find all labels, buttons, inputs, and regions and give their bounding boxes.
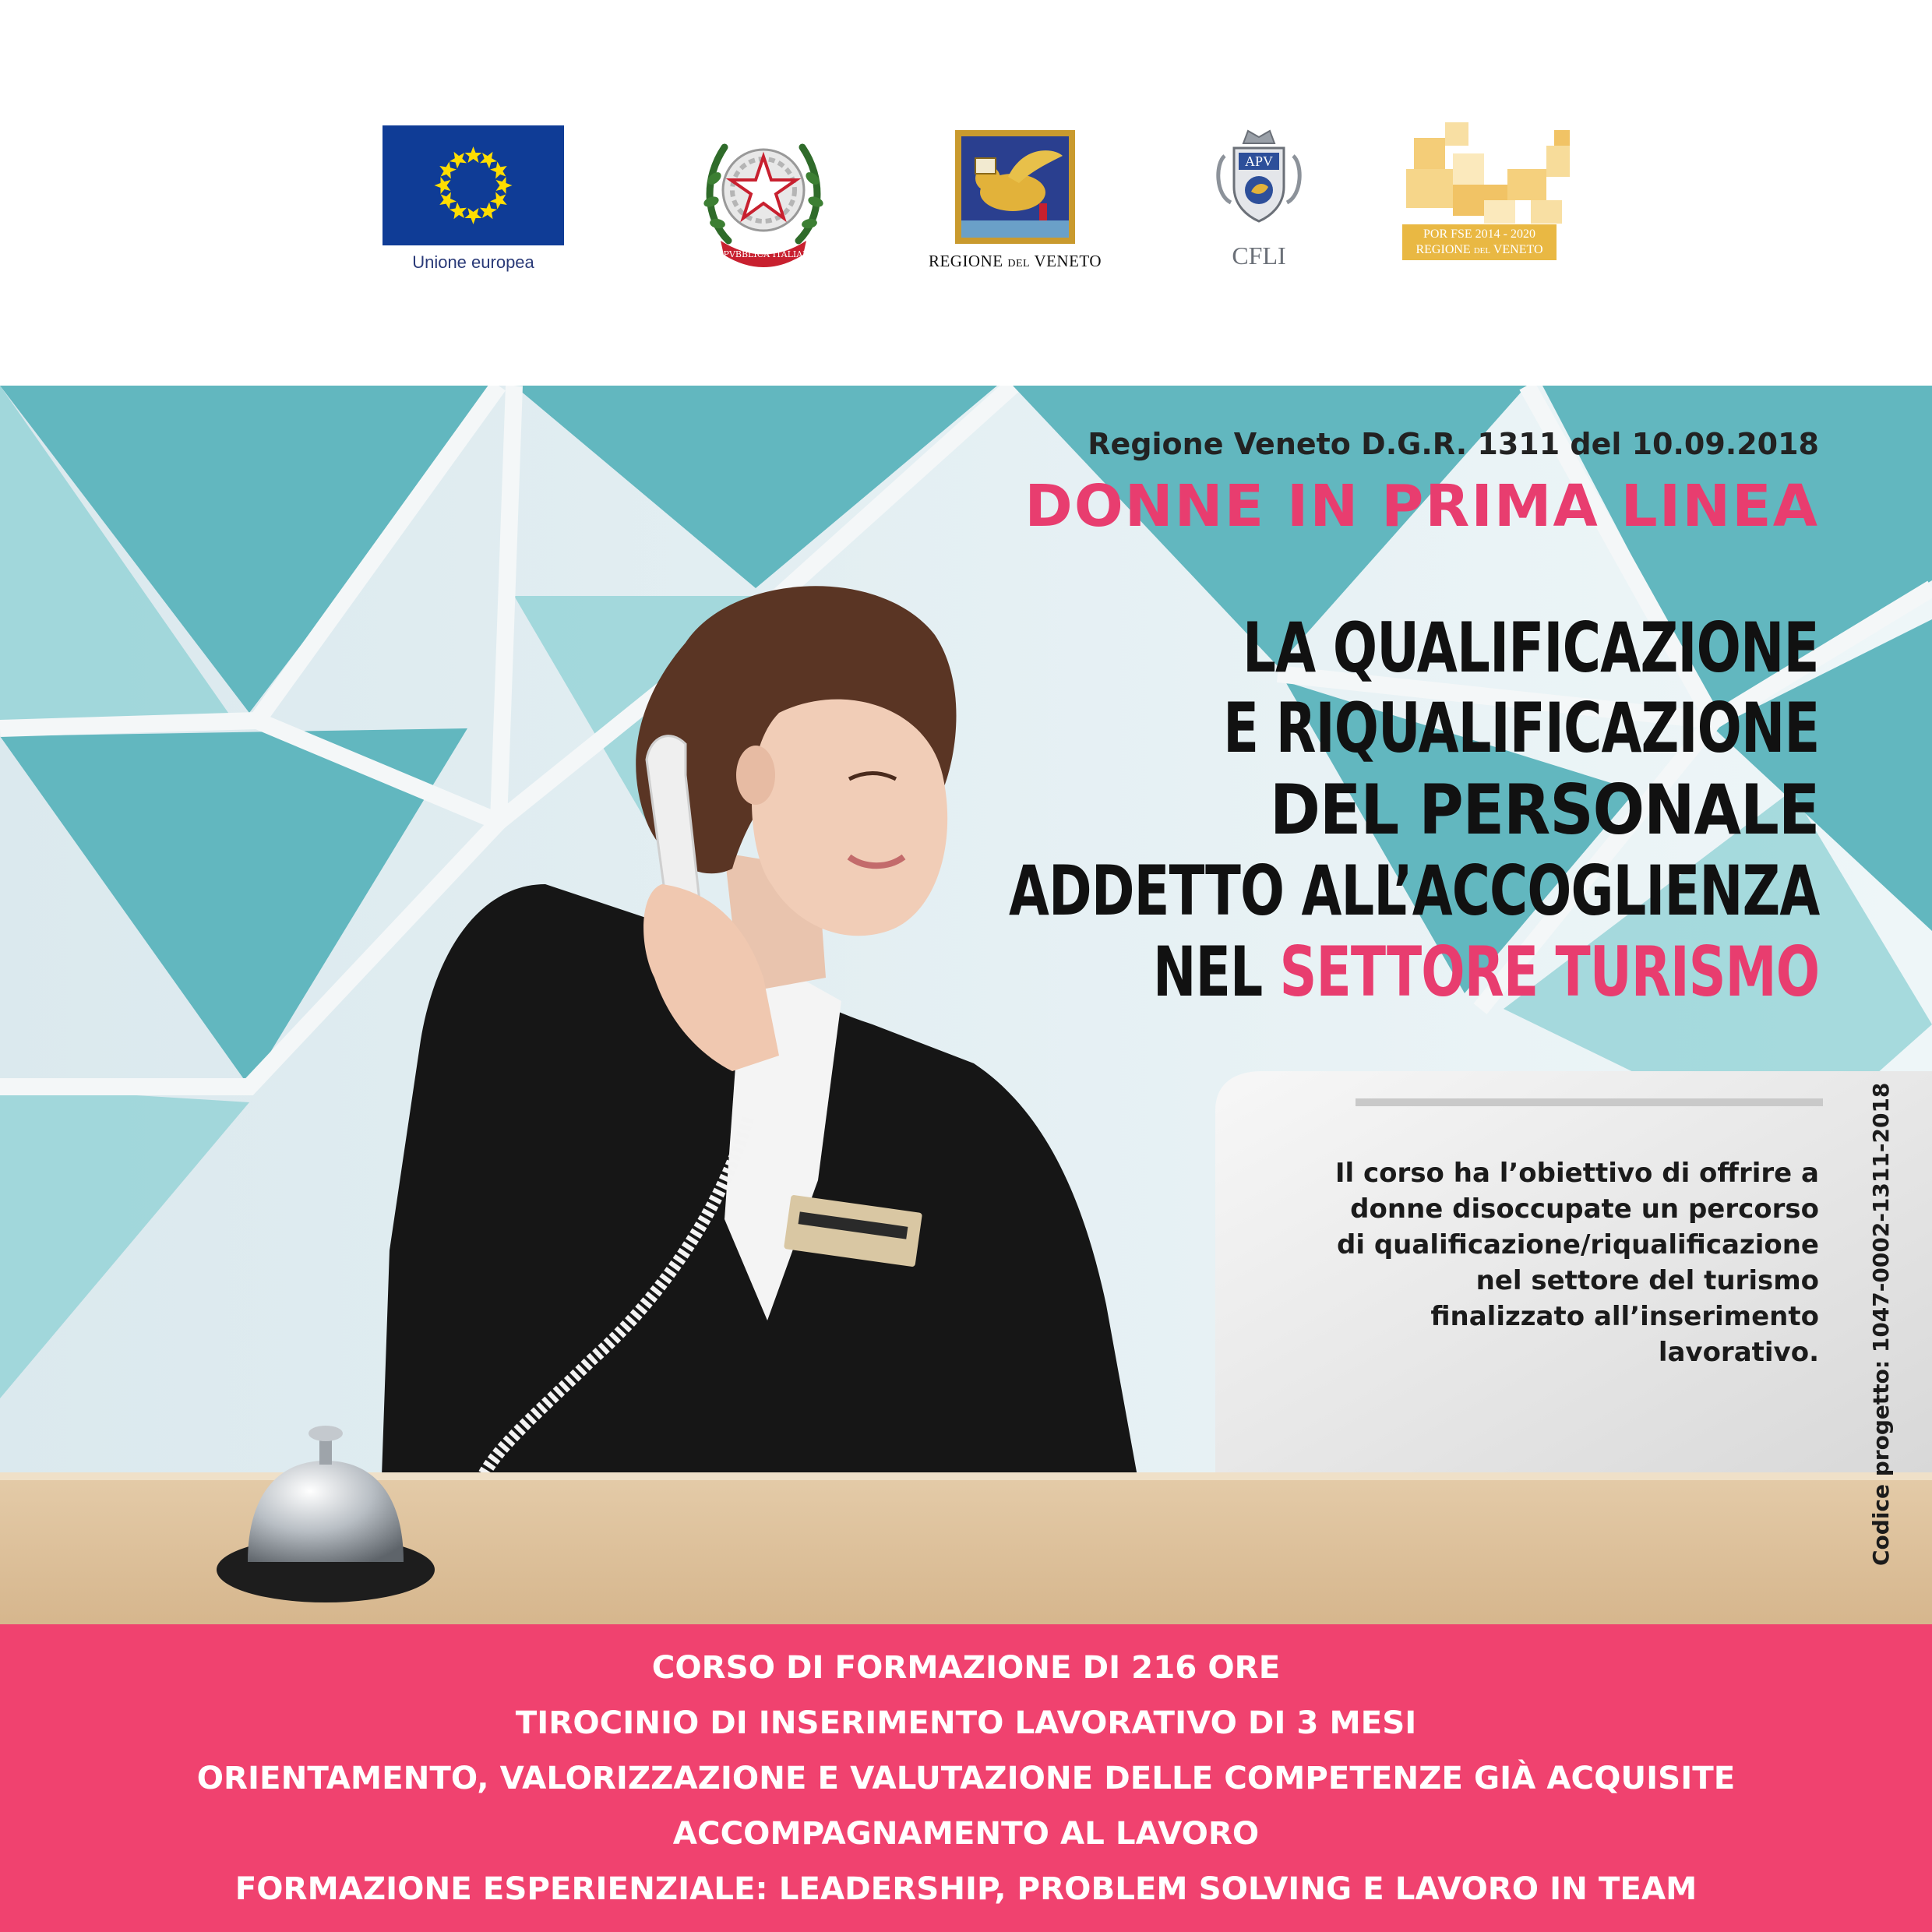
italy-ribbon-text: REPVBBLICA ITALIANA	[710, 249, 816, 259]
por-line2	[1402, 242, 1557, 259]
veneto-caption-main: REGIONE	[928, 252, 1003, 270]
veneto-caption-end: VENETO	[1034, 252, 1102, 270]
star-icon	[465, 146, 482, 163]
logos-band	[0, 0, 1932, 390]
headline-line-4: ADDETTO ALL’ACCOGLIENZA	[1008, 851, 1819, 931]
veneto-lion-shield-icon	[954, 129, 1077, 245]
eu-flag-logo	[383, 125, 564, 245]
feature-line: FORMAZIONE ESPERIENZIALE: LEADERSHIP, PROBLEM SOLVING E LAVORO IN TEAM	[234, 1870, 1698, 1907]
course-description	[1274, 1155, 1819, 1370]
cfli-badge-text: APV	[1244, 153, 1274, 169]
feature-line: CORSO DI FORMAZIONE DI 216 ORE	[651, 1649, 1281, 1686]
por-line1: POR FSE 2014 - 2020	[1423, 227, 1536, 241]
description-line: di qualificazione/riqualificazione	[1337, 1229, 1819, 1260]
por-line2-small: DEL	[1473, 245, 1491, 256]
por-line2-main: REGIONE	[1416, 242, 1471, 256]
feature-line: ORIENTAMENTO, VALORIZZAZIONE E VALUTAZIONE DELLE COMPETENZE GIÀ ACQUISITE	[196, 1760, 1736, 1796]
headline-line-3: DEL PERSONALE	[1269, 770, 1819, 850]
description-line: nel settore del turismo	[1475, 1265, 1819, 1296]
cfli-caption: CFLI	[1232, 242, 1286, 270]
description-line: Il corso ha l’obiettivo di offrire a	[1334, 1158, 1819, 1189]
features-band	[0, 1624, 1932, 1932]
description-line: donne disoccupate un percorso	[1350, 1193, 1819, 1225]
project-code: Codice progetto: 1047-0002-1311-2018	[1868, 1082, 1894, 1566]
headline-highlight: SETTORE TURISMO	[1279, 932, 1819, 1012]
headline-line-1: LA QUALIFICAZIONE	[1243, 608, 1819, 688]
eu-caption: Unione europea	[412, 252, 534, 272]
por-fse-caption	[1402, 224, 1557, 260]
veneto-caption	[919, 252, 1111, 271]
feature-line: ACCOMPAGNAMENTO AL LAVORO	[672, 1815, 1260, 1852]
veneto-caption-small: DEL	[1007, 258, 1031, 270]
feature-line: TIROCINIO DI INSERIMENTO LAVORATIVO DI 3 MESI	[515, 1705, 1417, 1741]
headline-line-5	[1153, 932, 1819, 1012]
hero-photo	[0, 386, 1932, 1624]
description-line: lavorativo.	[1658, 1337, 1819, 1368]
description-line: finalizzato all’inserimento	[1430, 1301, 1819, 1332]
por-line2-end: VENETO	[1493, 242, 1543, 256]
headline-line-2: E RIQUALIFICAZIONE	[1222, 688, 1819, 768]
tagline: DONNE IN PRIMA LINEA	[1024, 473, 1819, 540]
italian-republic-emblem-icon	[697, 124, 830, 270]
eu-stars-icon	[383, 125, 564, 245]
cfli-crest-icon	[1215, 125, 1303, 242]
headline-line-5-prefix: NEL	[1152, 932, 1280, 1012]
dgr-reference: Regione Veneto D.G.R. 1311 del 10.09.2018	[1088, 427, 1819, 461]
